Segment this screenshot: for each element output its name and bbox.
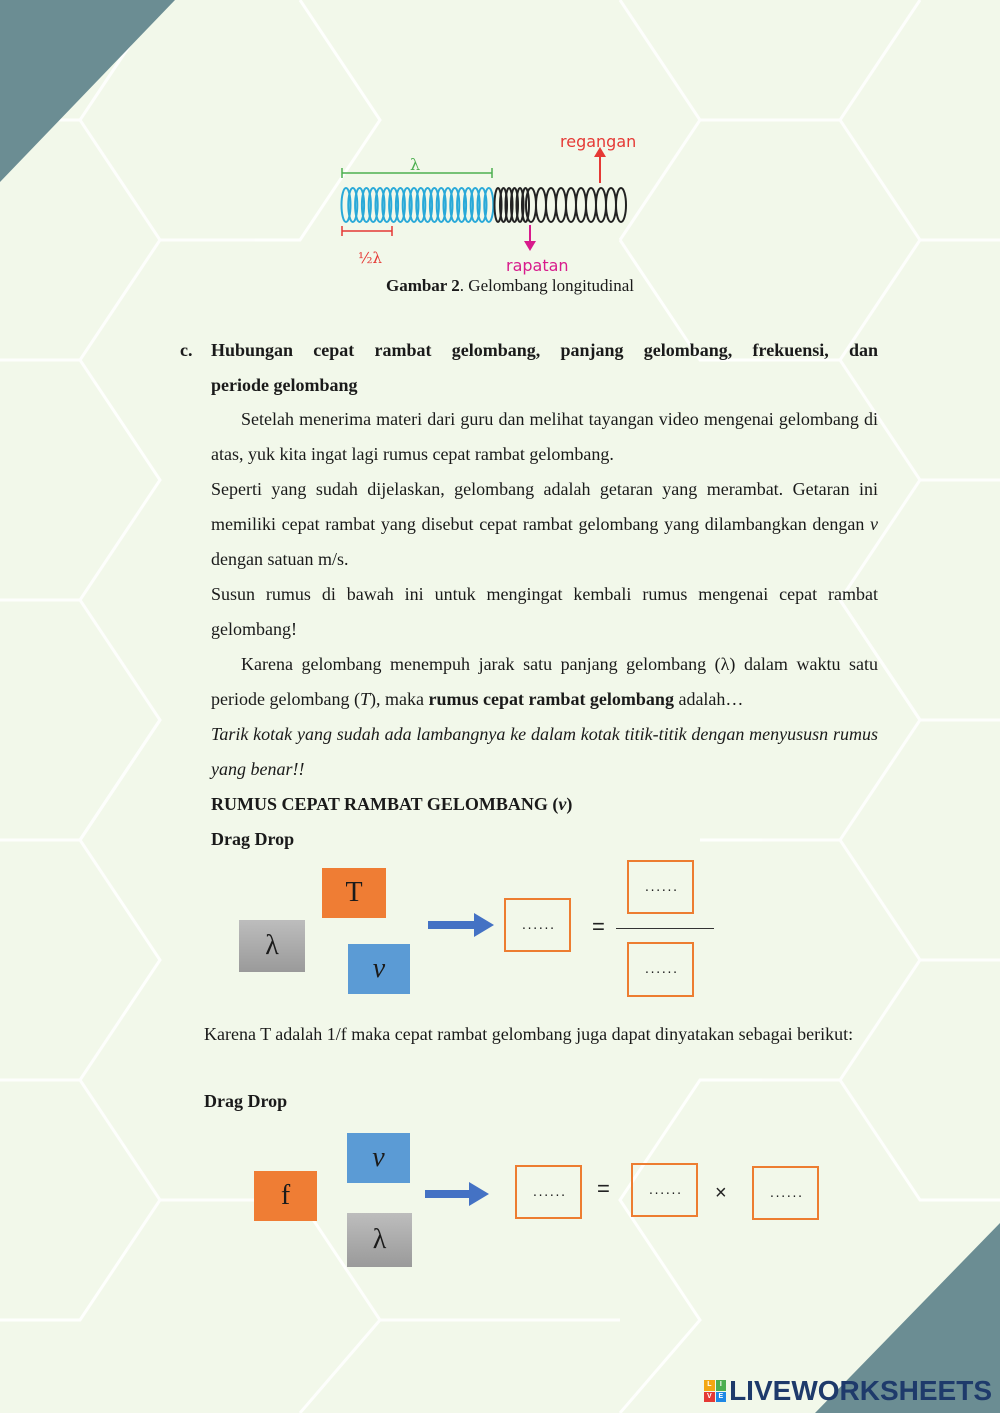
spring-coil-blue: [342, 188, 494, 222]
lambda-label: λ: [410, 155, 421, 174]
paragraph-drag-instruction: Tarik kotak yang sudah ada lambangnya ke dalam kotak titik-titik dengan menyususn rumus yang benar!!: [211, 724, 878, 779]
section-title-line1: Hubungan cepat rambat gelombang, panjang gelombang, frekuensi, dan: [211, 340, 878, 360]
longitudinal-wave-figure: [330, 125, 670, 275]
fraction-line: [616, 928, 714, 929]
multiply-sign: ×: [715, 1182, 727, 1204]
drag-tile-f[interactable]: f: [254, 1171, 317, 1221]
section-marker: c.: [180, 340, 193, 360]
paragraph-definition: Seperti yang sudah dijelaskan, gelombang adalah getaran yang merambat. Getaran ini memiliki cepat rambat yang disebut cepat rambat gelombang yang dilambangkan dengan v dengan satuan m/s.: [211, 479, 878, 569]
drag-tile-lambda[interactable]: λ: [239, 920, 305, 972]
drop-slot-numerator[interactable]: ......: [627, 860, 694, 914]
paragraph-instruction-arrange: Susun rumus di bawah ini untuk mengingat kembali rumus mengenai cepat rambat gelombang!: [211, 584, 878, 639]
drop-slot-v[interactable]: ......: [515, 1165, 582, 1219]
drop-slot-lhs[interactable]: ......: [504, 898, 571, 952]
drag-tile-v-2[interactable]: v: [347, 1133, 410, 1183]
drag-drop-label-2: Drag Drop: [204, 1091, 288, 1111]
arrow-right-icon-2: [425, 1181, 489, 1207]
corner-decoration-top-left: [0, 0, 175, 182]
drag-drop-label-1: Drag Drop: [211, 829, 295, 849]
liveworksheets-logo: [704, 1375, 992, 1407]
figure-caption: Gambar 2. Gelombang longitudinal: [385, 276, 635, 295]
rapatan-label: rapatan: [506, 256, 569, 275]
drop-slot-factor-2[interactable]: ......: [752, 1166, 819, 1220]
regangan-label: regangan: [560, 132, 637, 151]
liveworksheets-logo-icon: L I V E: [704, 1380, 726, 1402]
drag-tile-lambda-2[interactable]: λ: [347, 1213, 412, 1267]
brand-text: LIVEWORKSHEETS: [729, 1375, 992, 1406]
equals-sign-2: =: [597, 1176, 610, 1201]
rapatan-arrow-icon: [524, 241, 536, 251]
drop-slot-denominator[interactable]: ......: [627, 942, 694, 997]
equals-sign: =: [592, 914, 605, 939]
half-lambda-label: ½λ: [358, 249, 383, 267]
formula-heading: RUMUS CEPAT RAMBAT GELOMBANG (v): [211, 794, 573, 814]
paragraph-reasoning: Karena gelombang menempuh jarak satu panjang gelombang (λ) dalam waktu satu periode gelombang (T), maka rumus cepat rambat gelombang adalah…: [211, 654, 878, 709]
section-title-line2: periode gelombang: [211, 375, 358, 395]
drag-tile-v[interactable]: v: [348, 944, 410, 994]
drag-tile-T[interactable]: T: [322, 868, 386, 918]
drop-slot-factor-1[interactable]: ......: [631, 1163, 698, 1217]
spring-coil-black: [495, 188, 627, 222]
arrow-right-icon: [428, 912, 494, 938]
paragraph-frequency: Karena T adalah 1/f maka cepat rambat gelombang juga dapat dinyatakan sebagai berikut:: [204, 1024, 854, 1044]
paragraph-intro: Setelah menerima materi dari guru dan melihat tayangan video mengenai gelombang di atas, yuk kita ingat lagi rumus cepat rambat gelombang.: [211, 409, 878, 464]
